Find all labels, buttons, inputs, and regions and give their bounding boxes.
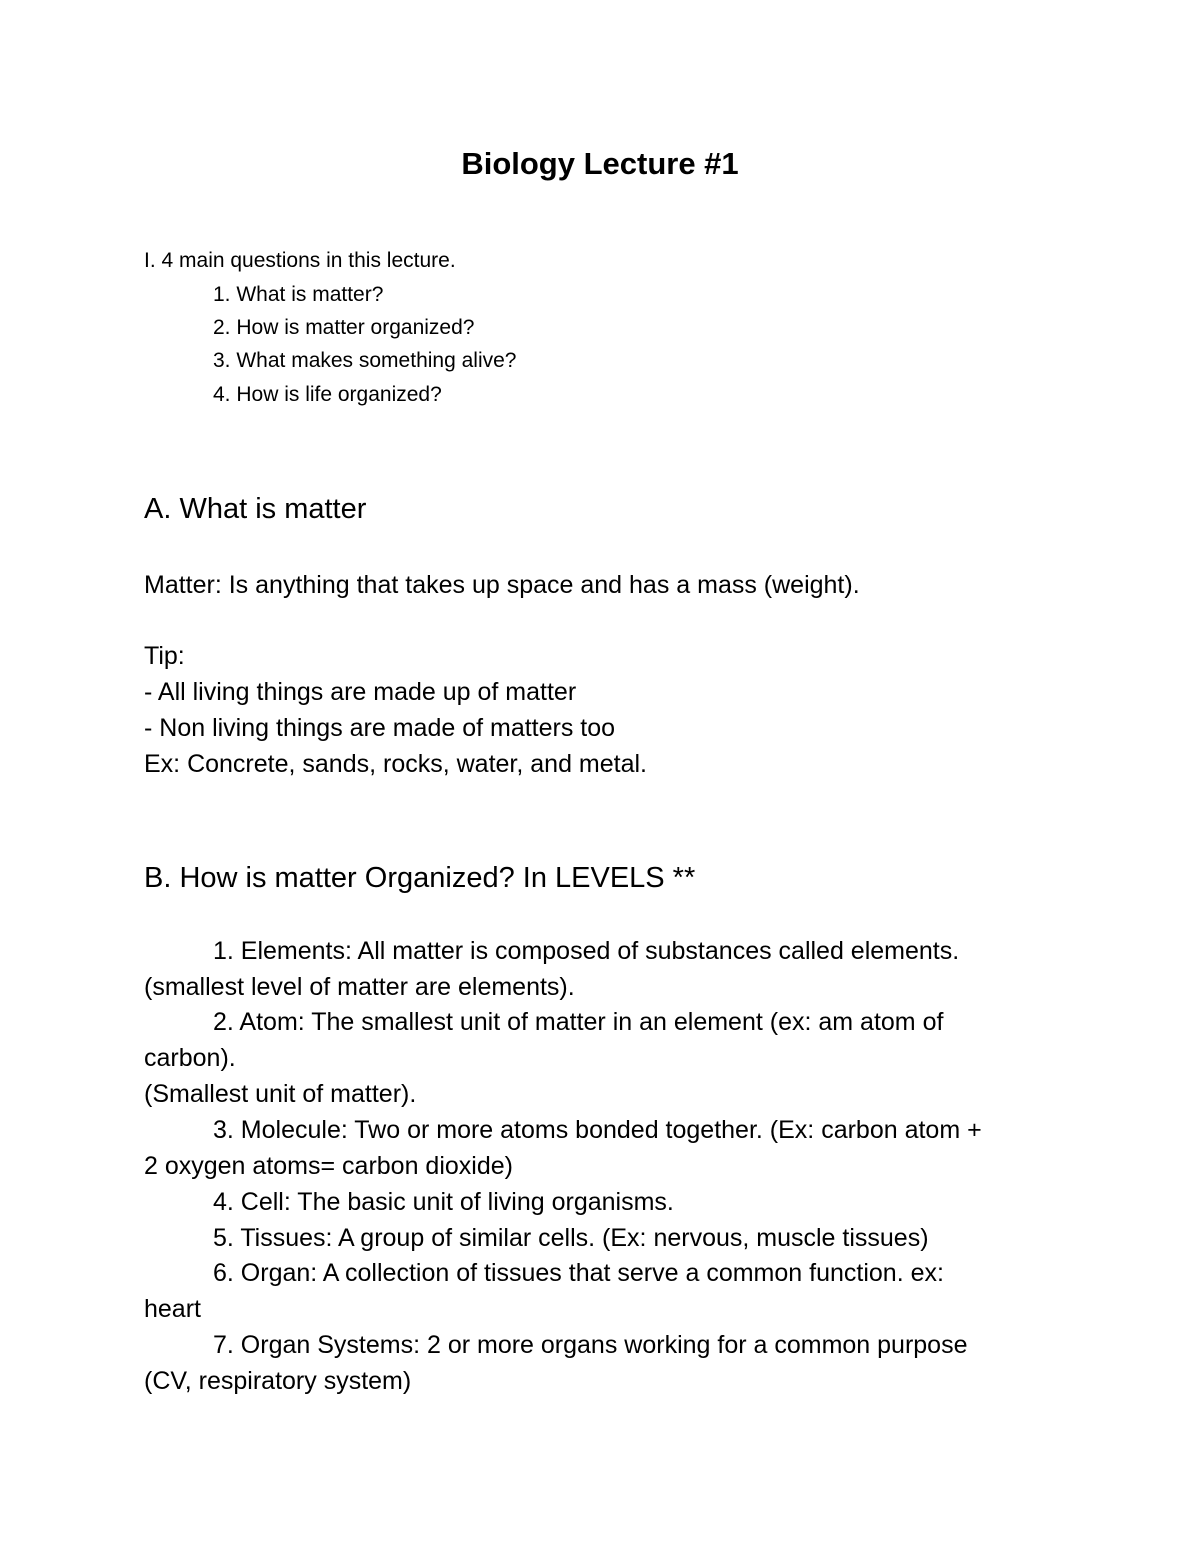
level-line: 3. Molecule: Two or more atoms bonded together. (Ex: carbon atom +: [213, 1116, 982, 1144]
question-item: 3. What makes something alive?: [213, 349, 517, 372]
level-line: 1. Elements: All matter is composed of substances called elements.: [213, 937, 960, 965]
question-item: 1. What is matter?: [213, 283, 384, 306]
question-item: 2. How is matter organized?: [213, 316, 475, 339]
level-line: 2 oxygen atoms= carbon dioxide): [144, 1152, 513, 1180]
level-line: 2. Atom: The smallest unit of matter in an element (ex: am atom of: [213, 1008, 944, 1036]
tip-label: Tip:: [144, 642, 185, 670]
matter-definition: Matter: Is anything that takes up space and has a mass (weight).: [144, 571, 860, 599]
level-line: 4. Cell: The basic unit of living organisms.: [213, 1188, 674, 1216]
tip-item: - Non living things are made of matters too: [144, 714, 616, 742]
level-line: 7. Organ Systems: 2 or more organs working for a common purpose: [213, 1331, 968, 1359]
level-line: 6. Organ: A collection of tissues that serve a common function. ex:: [213, 1259, 944, 1287]
level-line: 5. Tissues: A group of similar cells. (Ex: nervous, muscle tissues): [213, 1224, 929, 1252]
tip-item: - All living things are made up of matter: [144, 678, 577, 706]
level-line: (CV, respiratory system): [144, 1367, 412, 1395]
level-line: (smallest level of matter are elements).: [144, 973, 575, 1001]
level-line: (Smallest unit of matter).: [144, 1080, 417, 1108]
tip-example: Ex: Concrete, sands, rocks, water, and metal.: [144, 750, 648, 778]
intro-lead: I. 4 main questions in this lecture.: [144, 249, 456, 272]
level-line: carbon).: [144, 1044, 236, 1072]
level-line: heart: [144, 1295, 201, 1323]
section-b-heading: B. How is matter Organized? In LEVELS **: [144, 862, 696, 894]
document-title: Biology Lecture #1: [461, 146, 739, 181]
question-item: 4. How is life organized?: [213, 383, 442, 406]
section-a-heading: A. What is matter: [144, 493, 367, 525]
